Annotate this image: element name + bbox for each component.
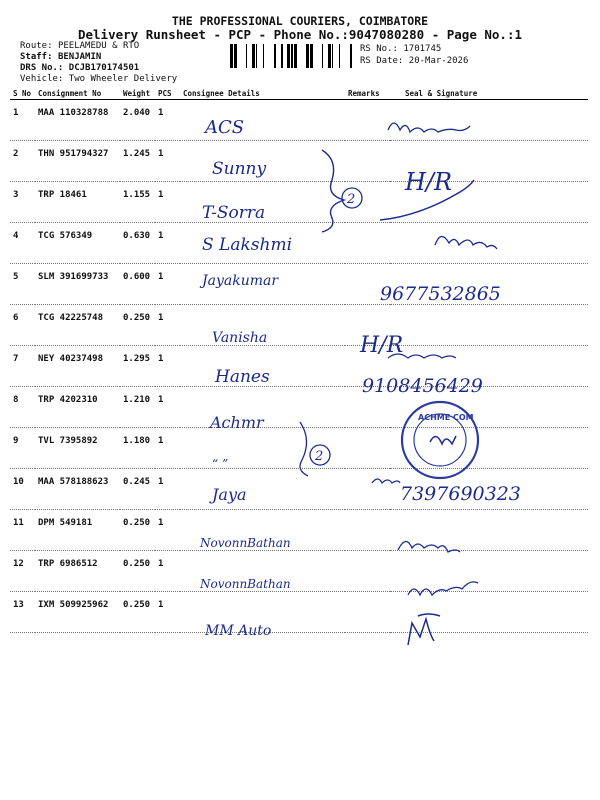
barcode-bar	[252, 44, 255, 68]
row-seal	[390, 305, 588, 346]
hw-consignee-13: MM Auto	[205, 623, 272, 639]
barcode-bar	[322, 44, 323, 68]
row-consignment-no: MAA 578188623	[35, 469, 120, 510]
row-consignment-no: IXM 509925962	[35, 592, 120, 633]
barcode-bar	[246, 44, 247, 68]
row-consignment-no: TRP 4202310	[35, 387, 120, 428]
row-remarks	[345, 182, 390, 223]
row-consignment-no: TRP 18461	[35, 182, 120, 223]
row-sno: 12	[10, 551, 35, 592]
row-consignee	[180, 223, 345, 264]
row-consignment-no: SLM 391699733	[35, 264, 120, 305]
hw-phone-3: 7397690323	[400, 483, 521, 505]
row-weight: 0.245	[120, 469, 155, 510]
barcode-bar	[350, 44, 352, 68]
runsheet-table	[10, 88, 588, 633]
row-consignment-no: TCG 42225748	[35, 305, 120, 346]
hw-consignee-3: T-Sorra	[202, 203, 266, 223]
vehicle-value: Two Wheeler Delivery	[68, 74, 178, 84]
table-row	[10, 264, 588, 305]
vehicle-line: Vehicle: Two Wheeler Delivery	[20, 74, 178, 84]
hw-consignee-4: S Lakshmi	[202, 235, 293, 255]
col-seal: Seal & Signature	[390, 88, 588, 100]
row-sno: 4	[10, 223, 35, 264]
staff-value: BENJAMIN	[57, 52, 102, 62]
col-pcs: PCS	[155, 88, 180, 100]
barcode-bar	[281, 44, 283, 68]
row-consignment-no: DPM 549181	[35, 510, 120, 551]
row-weight: 1.180	[120, 428, 155, 469]
col-consignee: Consignee Details	[180, 88, 345, 100]
hw-consignee-6: Vanisha	[212, 330, 268, 346]
hw-consignee-10: Jaya	[212, 485, 247, 504]
row-weight: 2.040	[120, 100, 155, 141]
row-sno: 11	[10, 510, 35, 551]
row-remarks	[345, 141, 390, 182]
barcode-bar	[310, 44, 313, 68]
row-remarks	[345, 305, 390, 346]
row-seal	[390, 469, 588, 510]
runsheet-subtitle: Delivery Runsheet - PCP - Phone No.:9047080280 - Page No.:1	[77, 27, 522, 42]
hw-phone-2: 9108456429	[362, 375, 483, 397]
col-weight: Weight	[120, 88, 155, 100]
table-row	[10, 100, 588, 141]
hw-consignee-1: ACS	[205, 117, 245, 138]
row-remarks	[345, 592, 390, 633]
row-weight: 0.630	[120, 223, 155, 264]
table-row	[10, 510, 588, 551]
barcode-bar	[332, 44, 333, 68]
row-seal	[390, 182, 588, 223]
row-consignee	[180, 100, 345, 141]
hw-consignee-9: “ ”	[212, 457, 229, 471]
row-remarks	[345, 510, 390, 551]
row-pcs: 1	[155, 305, 180, 346]
table-row	[10, 387, 588, 428]
row-consignee	[180, 510, 345, 551]
row-weight: 1.245	[120, 141, 155, 182]
hw-consignee-2: Sunny	[212, 159, 267, 179]
row-weight: 1.210	[120, 387, 155, 428]
row-seal	[390, 551, 588, 592]
barcode-bar	[306, 44, 309, 68]
rs-date-line: RS Date: 20-Mar-2026	[360, 56, 469, 66]
hw-count-2: 2	[315, 449, 324, 464]
barcode-bar	[291, 44, 293, 68]
row-consignment-no: TCG 576349	[35, 223, 120, 264]
col-consignment: Consignment No	[35, 88, 120, 100]
col-remarks: Remarks	[345, 88, 390, 100]
row-consignee	[180, 264, 345, 305]
row-seal	[390, 223, 588, 264]
table-row	[10, 182, 588, 223]
row-weight: 0.250	[120, 551, 155, 592]
row-seal	[390, 264, 588, 305]
row-sno: 7	[10, 346, 35, 387]
row-pcs: 1	[155, 141, 180, 182]
hw-consignee-5: Jayakumar	[202, 273, 279, 289]
hw-consignee-11: NovonnBathan	[200, 536, 291, 550]
row-consignee	[180, 469, 345, 510]
row-consignment-no: NEY 40237498	[35, 346, 120, 387]
row-remarks	[345, 346, 390, 387]
row-sno: 8	[10, 387, 35, 428]
row-pcs: 1	[155, 100, 180, 141]
row-pcs: 1	[155, 469, 180, 510]
row-seal	[390, 510, 588, 551]
row-pcs: 1	[155, 551, 180, 592]
row-sno: 5	[10, 264, 35, 305]
barcode-bar	[328, 44, 331, 68]
table-row	[10, 428, 588, 469]
hw-consignee-7: Hanes	[215, 367, 270, 387]
row-pcs: 1	[155, 264, 180, 305]
row-sno: 6	[10, 305, 35, 346]
barcode-bar	[263, 44, 264, 68]
row-consignee	[180, 592, 345, 633]
barcode-bar	[294, 44, 297, 68]
col-sno: S No	[10, 88, 35, 100]
barcode-bar	[287, 44, 290, 68]
row-sno: 9	[10, 428, 35, 469]
row-seal	[390, 592, 588, 633]
row-remarks	[345, 551, 390, 592]
rs-no-line: RS No.: 1701745	[360, 44, 442, 54]
row-consignee	[180, 551, 345, 592]
route-line: Route: PEELAMEDU & RTO	[20, 41, 140, 51]
company-title: THE PROFESSIONAL COURIERS, COIMBATORE	[171, 14, 429, 28]
table-header	[10, 88, 588, 100]
route-value: PEELAMEDU & RTO	[57, 41, 140, 51]
row-seal	[390, 387, 588, 428]
row-consignment-no: TVL 7395892	[35, 428, 120, 469]
row-seal	[390, 346, 588, 387]
hw-signature-hr-1: H/R	[405, 168, 453, 196]
table-row	[10, 223, 588, 264]
barcode-bar	[230, 44, 233, 68]
row-weight: 0.250	[120, 510, 155, 551]
staff-line: Staff: BENJAMIN	[20, 52, 102, 62]
row-consignment-no: TRP 6986512	[35, 551, 120, 592]
row-remarks	[345, 100, 390, 141]
row-pcs: 1	[155, 510, 180, 551]
row-sno: 13	[10, 592, 35, 633]
hw-count-1: 2	[347, 192, 356, 207]
stamp-text: ACHME COM	[418, 413, 474, 422]
row-seal	[390, 100, 588, 141]
barcode-bar	[274, 44, 276, 68]
row-sno: 1	[10, 100, 35, 141]
row-weight: 1.295	[120, 346, 155, 387]
row-consignee	[180, 141, 345, 182]
table-row	[10, 469, 588, 510]
table-row	[10, 141, 588, 182]
hw-consignee-12: NovonnBathan	[200, 577, 291, 591]
row-consignee	[180, 305, 345, 346]
row-pcs: 1	[155, 223, 180, 264]
row-seal	[390, 141, 588, 182]
rs-date-value: 20-Mar-2026	[408, 56, 469, 66]
row-weight: 0.250	[120, 305, 155, 346]
barcode-bar	[339, 44, 340, 68]
row-remarks	[345, 387, 390, 428]
row-pcs: 1	[155, 592, 180, 633]
row-sno: 2	[10, 141, 35, 182]
table-row	[10, 346, 588, 387]
drs-value: DCJB170174501	[68, 63, 140, 73]
drs-line: DRS No.: DCJB170174501	[20, 63, 140, 73]
row-weight: 0.250	[120, 592, 155, 633]
barcode-bar	[234, 44, 237, 68]
row-consignee	[180, 428, 345, 469]
row-remarks	[345, 428, 390, 469]
row-seal	[390, 428, 588, 469]
row-consignment-no: THN 951794327	[35, 141, 120, 182]
barcode-bar	[256, 44, 257, 68]
row-weight: 0.600	[120, 264, 155, 305]
row-pcs: 1	[155, 182, 180, 223]
row-remarks	[345, 223, 390, 264]
hw-consignee-8: Achmr	[210, 413, 264, 432]
table-row	[10, 551, 588, 592]
row-consignee	[180, 182, 345, 223]
row-sno: 3	[10, 182, 35, 223]
row-pcs: 1	[155, 387, 180, 428]
hw-signature-hr-2: H/R	[360, 333, 404, 358]
row-remarks	[345, 469, 390, 510]
row-pcs: 1	[155, 346, 180, 387]
row-consignee	[180, 387, 345, 428]
hw-phone-1: 9677532865	[380, 283, 501, 305]
barcode	[230, 44, 356, 68]
row-weight: 1.155	[120, 182, 155, 223]
row-remarks	[345, 264, 390, 305]
row-consignment-no: MAA 110328788	[35, 100, 120, 141]
table-row	[10, 592, 588, 633]
row-consignee	[180, 346, 345, 387]
row-pcs: 1	[155, 428, 180, 469]
rs-no-value: 1701745	[403, 44, 442, 54]
table-row	[10, 305, 588, 346]
row-sno: 10	[10, 469, 35, 510]
